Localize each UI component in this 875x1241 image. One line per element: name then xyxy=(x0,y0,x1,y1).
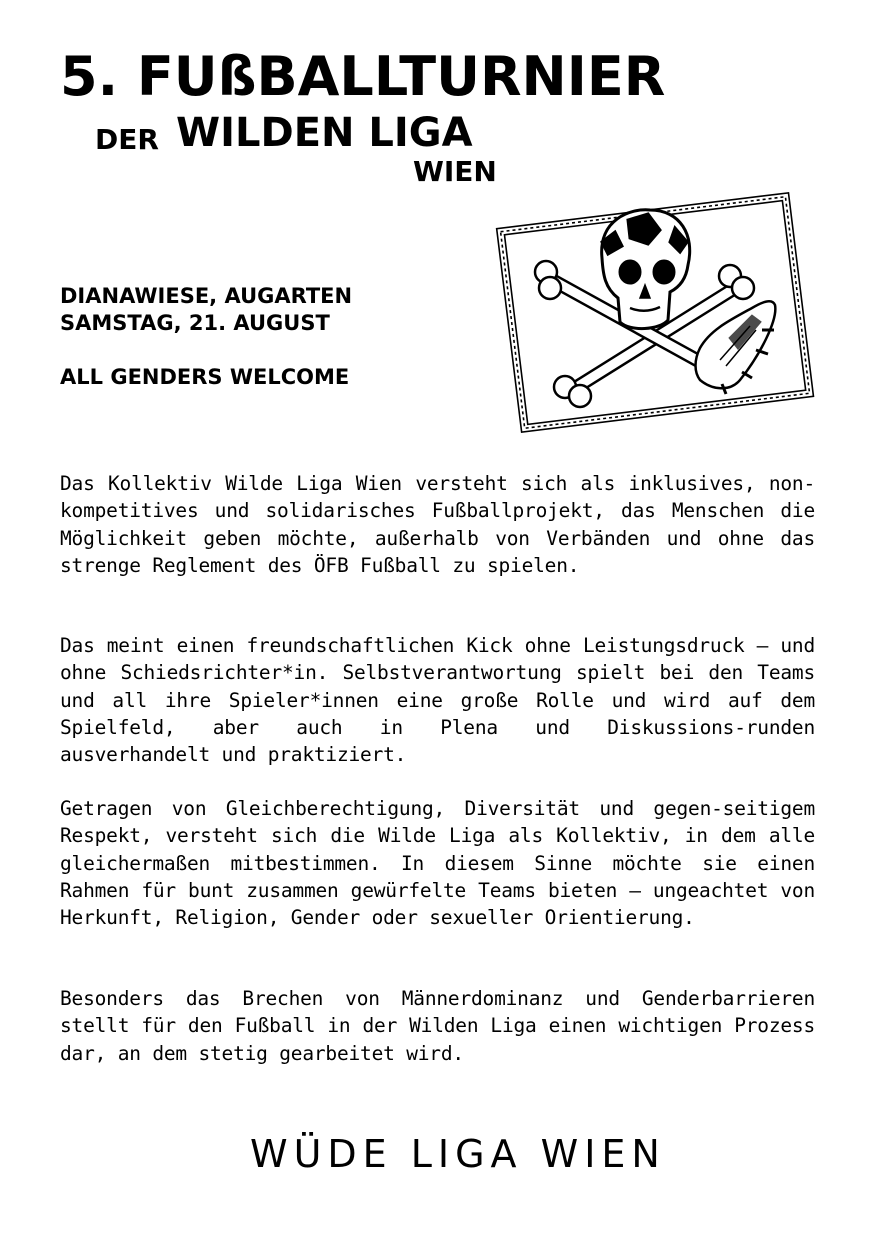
title-der: DER xyxy=(95,123,159,156)
wilde-liga-logo: WÜDE LIGA WIEN xyxy=(250,1132,666,1176)
paragraph-3: Getragen von Gleichberechtigung, Diversität und gegen-seitigem Respekt, versteht sich die Wilde Liga als Kollektiv, in dem alle gleichermaßen mitbestimmen. In diesem Sinne möchte sie einen Rahmen für bunt zusammen gewürfelte Teams bieten – ungeachtet von Herkunft, Religion, Gender oder sexueller Orientierung. xyxy=(60,797,815,930)
title-liga: WILDEN LIGA xyxy=(176,110,473,156)
date-text: SAMSTAG, 21. AUGUST xyxy=(60,311,330,335)
paragraph-4: Besonders das Brechen von Männerdominanz und Genderbarrieren stellt für den Fußball in der Wilden Liga einen wichtigen Prozess dar, an dem stetig gearbeitet wird. xyxy=(60,987,815,1065)
paragraph-1: Das Kollektiv Wilde Liga Wien versteht sich als inklusives, non-kompetitives und solidarisches Fußballprojekt, das Menschen die Möglichkeit geben möchte, außerhalb von Verbänden und ohne das strenge Reglement des ÖFB Fußball zu spielen. xyxy=(60,472,815,577)
paragraph-2: Das meint einen freundschaftlichen Kick ohne Leistungsdruck – und ohne Schiedsrichter*in. Selbstverantwortung spielt bei den Teams und all ihre Spieler*innen eine große Rolle und wird auf dem Spielfeld, aber auch in Plena und Diskussions-runden ausverhandelt und praktiziert. xyxy=(60,634,815,767)
welcome-text: ALL GENDERS WELCOME xyxy=(60,365,350,389)
title-line1: 5. FUßBALLTURNIER xyxy=(60,45,666,108)
skull-crossbones-stamp-icon xyxy=(490,180,820,445)
location-text: DIANAWIESE, AUGARTEN xyxy=(60,284,353,308)
title-wien: WIEN xyxy=(413,155,497,188)
